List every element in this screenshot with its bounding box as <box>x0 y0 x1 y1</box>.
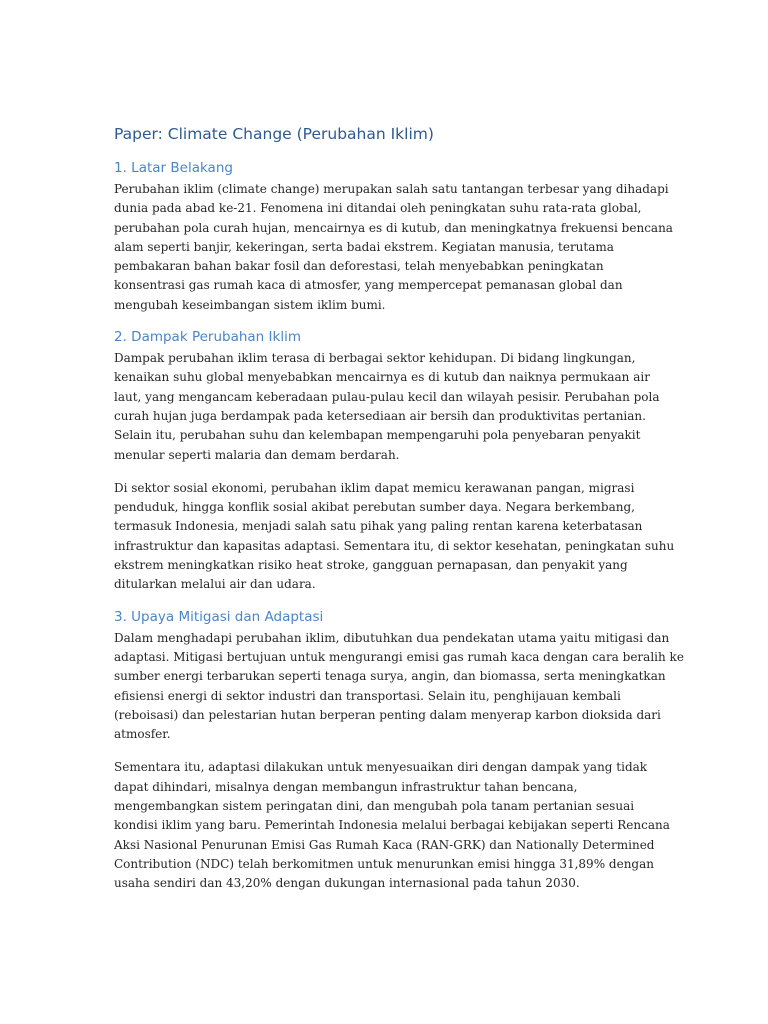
paragraph-line: efisiensi energi di sektor industri dan transportasi. Selain itu, penghijauan kembali <box>114 688 621 703</box>
paragraph-line: Perubahan iklim (climate change) merupakan salah satu tantangan terbesar yang dihadapi <box>114 182 669 196</box>
paragraph-line: Contribution (NDC) telah berkomitmen untuk menurunkan emisi hingga 31,89% dengan <box>114 856 654 871</box>
paragraph-line: alam seperti banjir, kekeringan, serta badai ekstrem. Kegiatan manusia, terutama <box>114 239 614 254</box>
paragraph-line: Di sektor sosial ekonomi, perubahan iklim dapat memicu kerawanan pangan, migrasi <box>114 480 635 495</box>
paragraph-line: infrastruktur dan kapasitas adaptasi. Sementara itu, di sektor kesehatan, peningkatan suhu <box>114 538 675 553</box>
section-heading: 3. Upaya Mitigasi dan Adaptasi <box>114 608 324 625</box>
paragraph <box>114 349 659 465</box>
document-body <box>114 158 684 894</box>
section-2 <box>114 327 675 595</box>
section-1 <box>114 158 673 315</box>
section-spacer <box>114 315 659 327</box>
paragraph-line: penduduk, hingga konflik sosial akibat perebutan sumber daya. Negara berkembang, <box>114 500 635 515</box>
paragraph <box>114 180 673 315</box>
paragraph-line: termasuk Indonesia, menjadi salah satu pihak yang paling rentan karena keterbatasan <box>114 519 643 534</box>
paragraph-spacer <box>114 744 659 758</box>
paragraph-line: kenaikan suhu global menyebabkan mencairnya es di kutub dan naiknya permukaan air <box>114 370 650 385</box>
section-3 <box>114 607 684 894</box>
section-heading: 2. Dampak Perubahan Iklim <box>114 329 301 346</box>
paragraph-line: Selain itu, perubahan suhu dan kelembapan mempengaruhi pola penyebaran penyakit <box>114 428 641 443</box>
paragraph-line: (reboisasi) dan pelestarian hutan berperan penting dalam menyerap karbon dioksida dari <box>114 707 661 722</box>
paragraph-line: curah hujan juga berdampak pada ketersediaan air bersih dan produktivitas pertanian. <box>114 408 646 423</box>
paragraph <box>114 629 684 745</box>
paragraph-line: usaha sendiri dan 43,20% dengan dukungan internasional pada tahun 2030. <box>114 876 580 891</box>
paragraph-line: ekstrem meningkatkan risiko heat stroke, gangguan pernapasan, dan penyakit yang <box>114 558 628 573</box>
section-spacer <box>114 595 659 607</box>
paragraph-line: menular seperti malaria dan demam berdarah. <box>114 447 400 462</box>
paragraph-line: laut, yang mengancam keberadaan pulau-pulau kecil dan wilayah pesisir. Perubahan pola <box>114 389 660 404</box>
paragraph-line: sumber energi terbarukan seperti tenaga surya, angin, dan biomassa, serta meningkatkan <box>114 669 666 684</box>
paragraph-line: Dalam menghadapi perubahan iklim, dibutuhkan dua pendekatan utama yaitu mitigasi dan <box>114 630 670 645</box>
document-title: Paper: Climate Change (Perubahan Iklim) <box>114 125 434 143</box>
paragraph-line: atmosfer. <box>114 727 171 742</box>
paragraph-line: Aksi Nasional Penurunan Emisi Gas Rumah Kaca (RAN-GRK) dan Nationally Determined <box>114 837 655 852</box>
paragraph-line: Dampak perubahan iklim terasa di berbagai sektor kehidupan. Di bidang lingkungan, <box>114 351 636 366</box>
paragraph <box>114 758 670 893</box>
paragraph-spacer <box>114 465 659 479</box>
paragraph-line: perubahan pola curah hujan, mencairnya es di kutub, dan meningkatnya frekuensi bencana <box>114 220 673 235</box>
paragraph-line: kondisi iklim yang baru. Pemerintah Indonesia melalui berbagai kebijakan seperti Rencana <box>114 818 670 833</box>
paragraph-line: dunia pada abad ke-21. Fenomena ini ditandai oleh peningkatan suhu rata-rata global, <box>114 201 642 216</box>
paragraph-line: konsentrasi gas rumah kaca di atmosfer, yang mempercepat pemanasan global dan <box>114 278 623 293</box>
section-heading: 1. Latar Belakang <box>114 160 233 176</box>
paragraph-line: mengubah keseimbangan sistem iklim bumi. <box>114 297 386 312</box>
paragraph <box>114 479 675 595</box>
paragraph-line: Sementara itu, adaptasi dilakukan untuk menyesuaikan diri dengan dampak yang tidak <box>114 760 648 775</box>
document-page <box>114 123 684 894</box>
paragraph-line: adaptasi. Mitigasi bertujuan untuk mengurangi emisi gas rumah kaca dengan cara beralih ke <box>114 649 684 664</box>
paragraph-line: ditularkan melalui air dan udara. <box>114 577 316 592</box>
paragraph-line: pembakaran bahan bakar fosil dan deforestasi, telah menyebabkan peningkatan <box>114 259 604 274</box>
paragraph-line: dapat dihindari, misalnya dengan membangun infrastruktur tahan bencana, <box>114 779 578 794</box>
paragraph-line: mengembangkan sistem peringatan dini, dan mengubah pola tanam pertanian sesuai <box>114 799 635 814</box>
